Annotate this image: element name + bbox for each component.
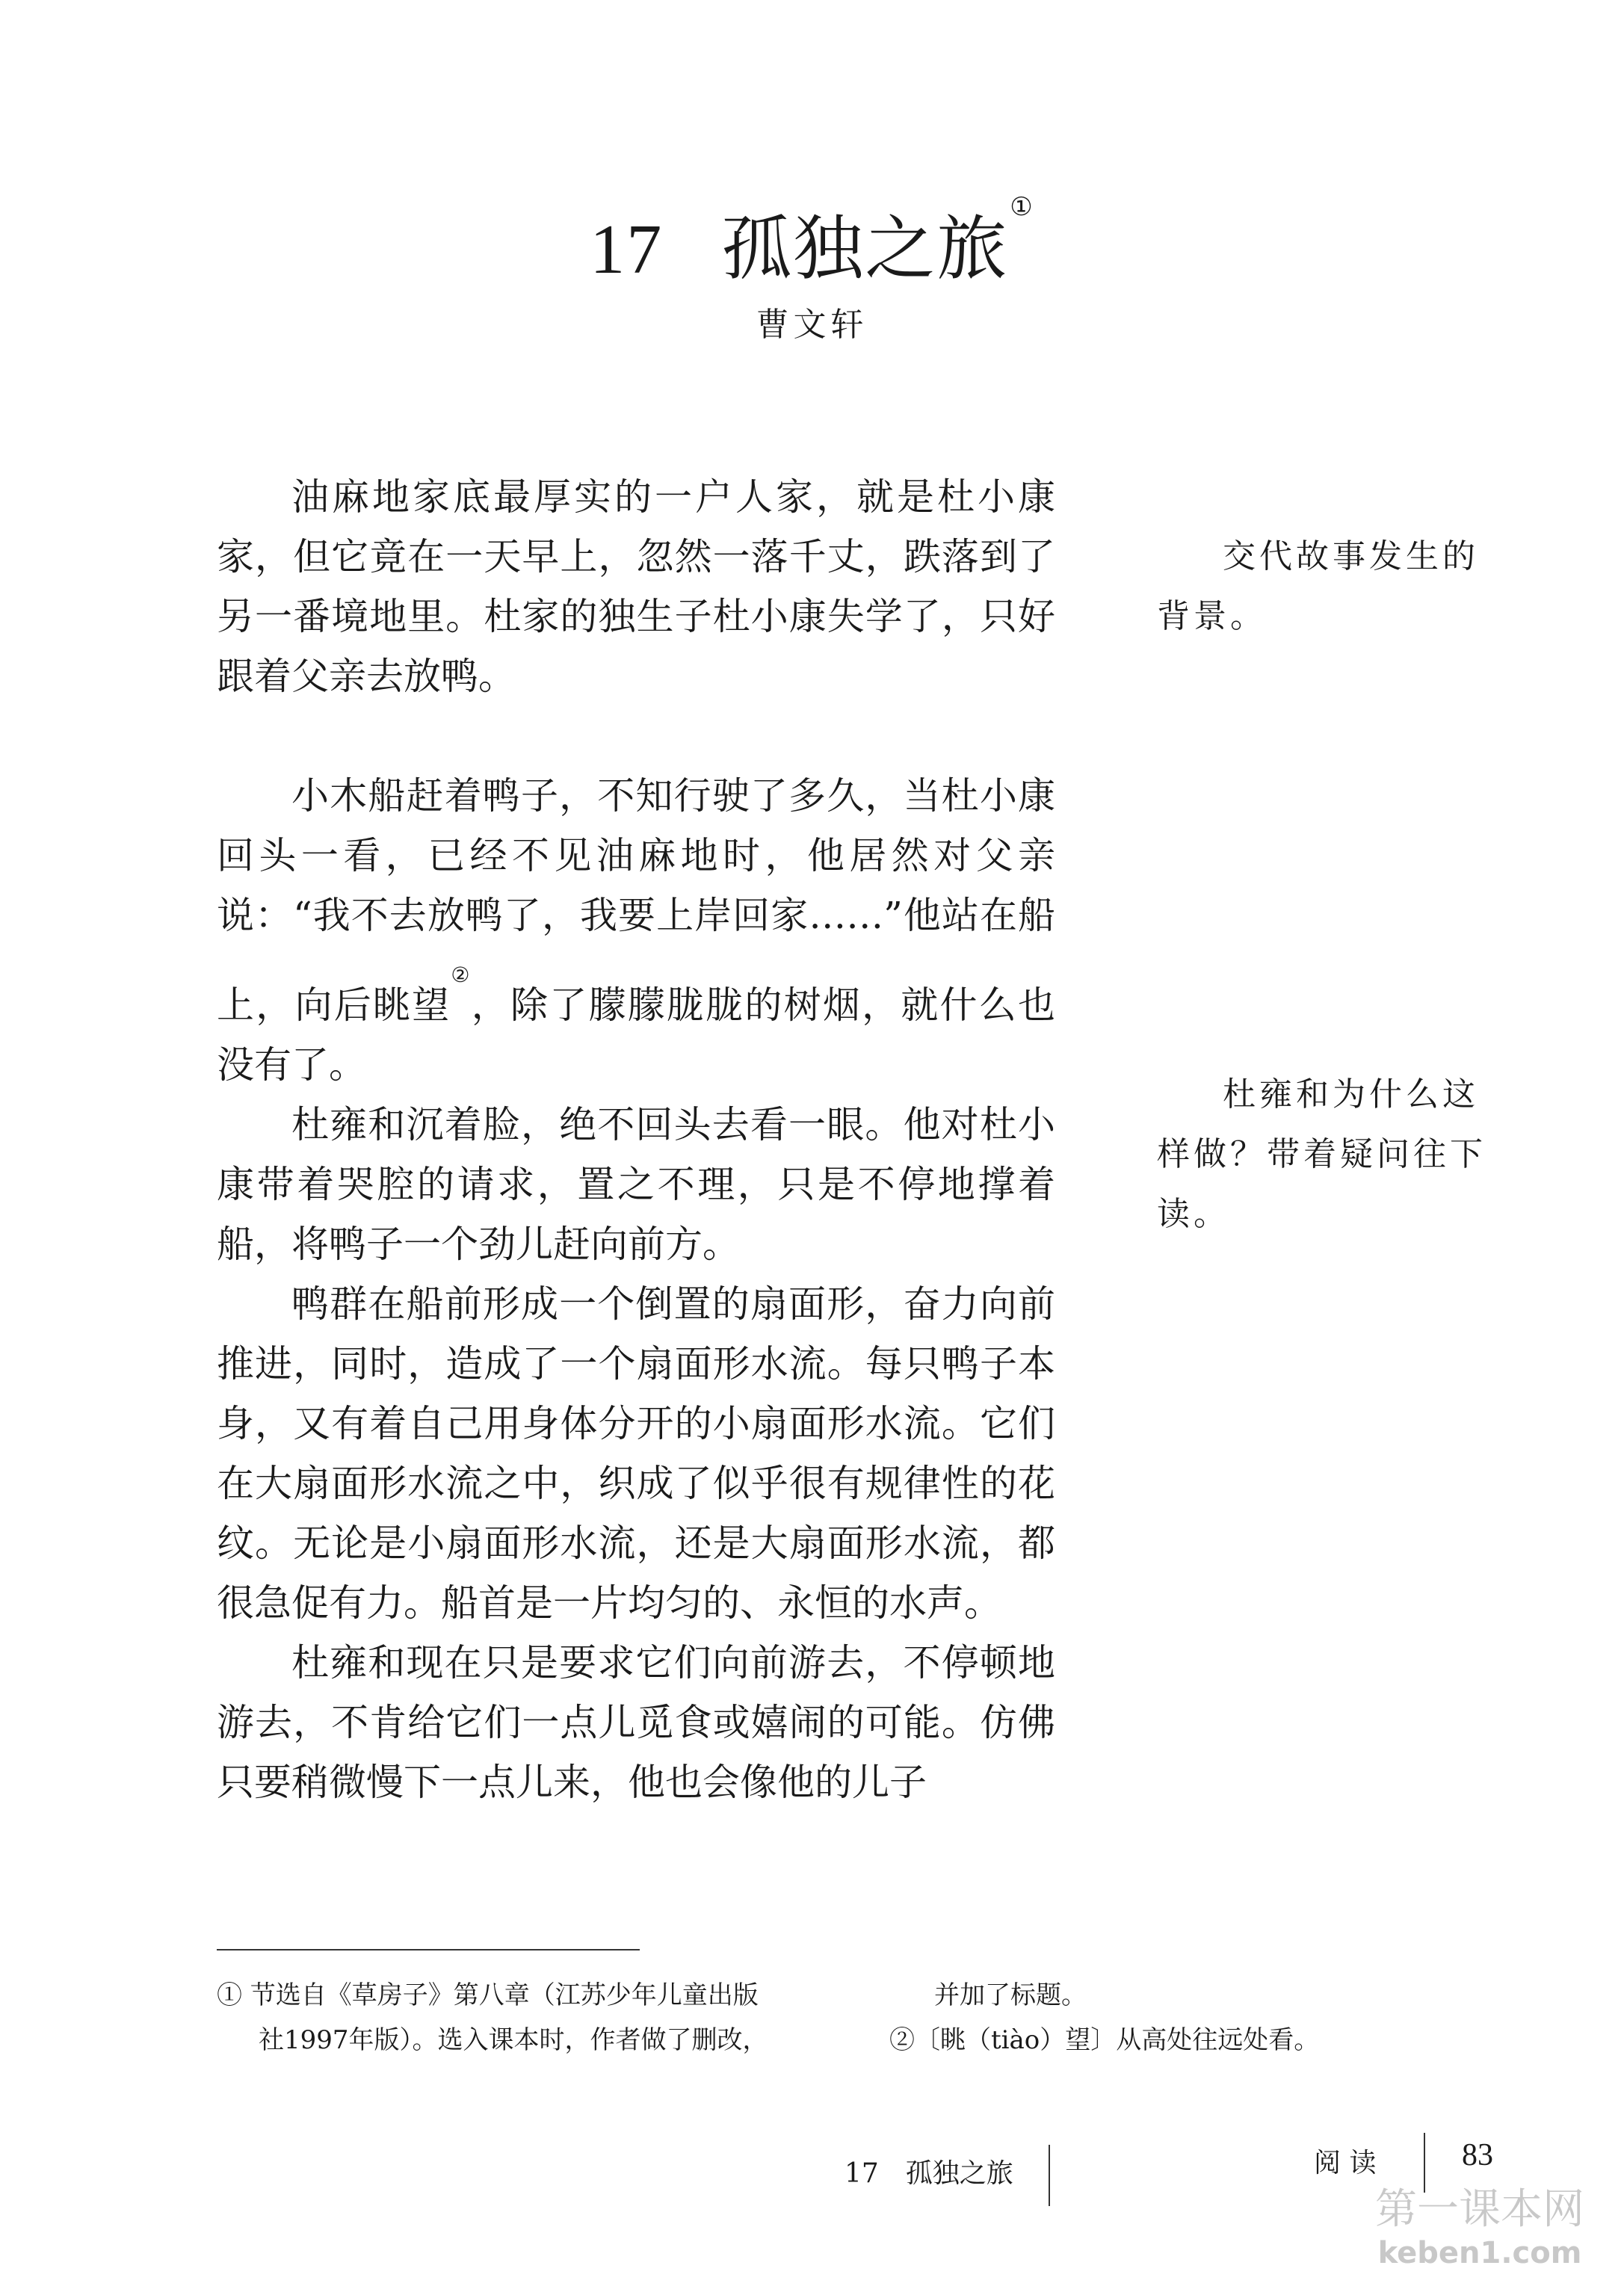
footnote-divider — [217, 1949, 640, 1950]
footnote-1-line-2: 社1997年版）。选入课本时，作者做了删改， — [259, 2025, 768, 2055]
paragraph-5: 杜雍和现在只是要求它们向前游去，不停顿地游去，不肯给它们一点儿觅食或嬉闹的可能。仿佛只要稍微慢下一点儿来，他也会像他的儿子 — [217, 1641, 1055, 1804]
main-text — [217, 467, 1055, 1812]
side-note-2 — [1157, 1065, 1508, 1244]
lesson-title-text: 孤独之旅 — [721, 209, 1009, 290]
lesson-number: 17 — [590, 211, 664, 288]
watermark — [1368, 2186, 1592, 2273]
footer-separator-2 — [1424, 2133, 1425, 2193]
footer-lesson-title: 17 孤独之旅 — [845, 2158, 1013, 2189]
paragraph-3: 杜雍和沉着脸，绝不回头去看一眼。他对杜小康带着哭腔的请求，置之不理，只是不停地撑着船，将鸭子一个劲儿赶向前方。 — [217, 1103, 1055, 1266]
footer-separator-1 — [1049, 2145, 1050, 2206]
footer-section: 阅 读 — [1314, 2148, 1377, 2178]
page-number: 83 — [1462, 2138, 1493, 2172]
watermark-line-1: 第一课本网 — [1375, 2185, 1584, 2234]
footnote-ref-1[interactable]: ① — [1010, 192, 1034, 222]
side-note-2-text: 杜雍和为什么这样做？带着疑问往下读。 — [1157, 1075, 1486, 1233]
footnote-1-line-1: ① 节选自《草房子》第八章（江苏少年儿童出版 — [217, 1980, 759, 2010]
footnote-1 — [217, 1973, 889, 2063]
paragraph-2 — [217, 766, 1055, 1095]
side-note-1-text: 交代故事发生的背景。 — [1157, 537, 1479, 635]
footnote-column-2 — [889, 1973, 1592, 2063]
watermark-line-2: keben1.com — [1377, 2236, 1582, 2270]
lesson-title — [0, 166, 1624, 291]
footnote-1-line-3: 并加了标题。 — [934, 1980, 1087, 2010]
paragraph-2-text-a: 小木船赶着鸭子，不知行驶了多久，当杜小康回头一看，已经不见油麻地时，他居然对父亲说：“我不去放鸭了，我要上岸回家……”他站在船上，向后眺望 — [217, 774, 1055, 1027]
paragraph-1: 油麻地家底最厚实的一户人家，就是杜小康家，但它竟在一天早上，忽然一落千丈，跌落到了另一番境地里。杜家的独生子杜小康失学了，只好跟着父亲去放鸭。 — [217, 475, 1055, 698]
paragraph-4: 鸭群在船前形成一个倒置的扇面形，奋力向前推进，同时，造成了一个扇面形水流。每只鸭子本身，又有着自己用身体分开的小扇面形水流。它们在大扇面形水流之中，织成了似乎很有规律性的花纹。无论是小扇面形水流，还是大扇面形水流，都很急促有力。船首是一片均匀的、永恒的水声。 — [217, 1282, 1055, 1625]
author-name: 曹文轩 — [756, 306, 868, 344]
footnote-ref-2[interactable]: ② — [451, 963, 472, 987]
side-note-1 — [1157, 527, 1508, 646]
footnote-2: ②〔眺（tiào）望〕从高处往远处看。 — [889, 2025, 1320, 2055]
paragraph-2-text-b: ，除了朦朦胧胧的树烟，就什么也没有了。 — [217, 983, 1056, 1087]
